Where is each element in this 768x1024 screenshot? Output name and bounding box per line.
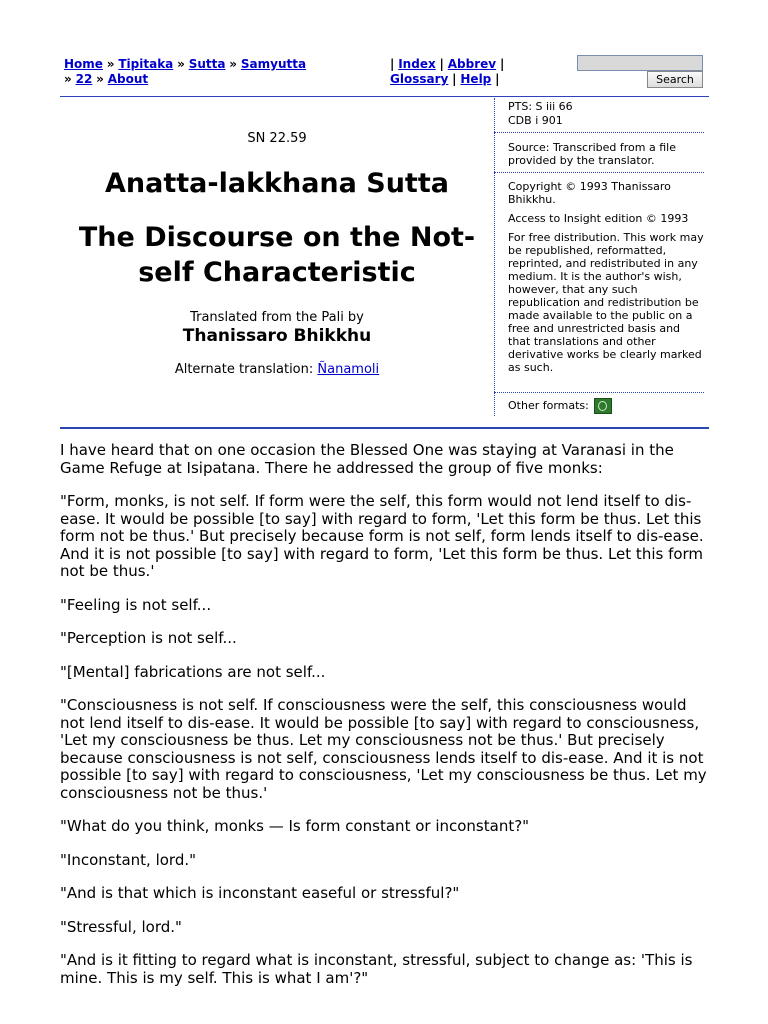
top-divider [60,96,709,97]
paragraph: "Inconstant, lord." [60,850,197,869]
sutta-text [60,442,710,1003]
alternate-translation [60,362,494,377]
search-button[interactable]: Search [647,71,703,88]
alternate-label: Alternate translation: [174,362,314,377]
sidebar-divider [494,172,704,173]
breadcrumb-separator: » [177,57,185,71]
link-separator: | [390,57,395,71]
breadcrumb-sutta[interactable]: Sutta [188,57,226,71]
breadcrumb-about[interactable]: About [107,72,149,86]
pts-reference: PTS: S iii 66 [508,100,573,113]
paragraph: "What do you think, monks — Is form constant or inconstant?" [60,817,530,835]
sidebar-divider [494,132,704,133]
breadcrumb-22[interactable]: 22 [75,72,93,86]
page-title: Anatta-lakkhana Sutta [105,168,449,199]
copyright-note: Copyright © 1993 Thanissaro Bhikkhu. [508,180,671,206]
audio-format-icon[interactable] [594,398,612,414]
translator-name: Thanissaro Bhikkhu [182,326,372,346]
column-divider [494,98,495,416]
breadcrumb-separator: » [106,57,115,71]
link-separator: | [439,57,444,71]
breadcrumb-separator: » [96,72,104,86]
help-link[interactable]: Help [460,72,492,86]
cdb-reference: CDB i 901 [508,114,563,127]
edition-note: Access to Insight edition © 1993 [508,212,689,225]
breadcrumb-separator: » [64,72,72,86]
breadcrumb-samyutta[interactable]: Samyutta [240,57,307,71]
alternate-translation-link[interactable]: Ñanamoli [317,362,380,377]
paragraph: "Stressful, lord." [60,917,182,936]
sidebar-divider [494,392,704,393]
index-link[interactable]: Index [398,57,436,71]
distribution-note: For free distribution. This work may be republished, reformatted, reprinted, and redistributed in any medium. It is the author's wish, however, that any such republication and redistribution be made available to the public on a free and unrestricted basis and that translations and other derivative works be clearly marked as such. [508,231,704,374]
header-divider [60,427,709,429]
breadcrumb-tipitaka[interactable]: Tipitaka [118,57,174,71]
paragraph: I have heard that on one occasion the Blessed One was staying at Varanasi in the Game Refuge at Isipatana. There he addressed the group of five monks: [60,441,674,477]
search-input[interactable] [577,55,703,71]
paragraph: "Form, monks, is not self. If form were the self, this form would not lend itself to dis-ease. It would be possible [to say] with regard to form, 'Let this form be thus. Let this form not be thus.' But precisely because form is not self, form lends itself to dis-ease. And it is not possible [to say] with regard to form, 'Let this form be thus. Let this form not be thus.' [60,492,704,580]
abbrev-link[interactable]: Abbrev [447,57,497,71]
source-note: Source: Transcribed from a file provided by the translator. [508,141,676,167]
link-separator: | [495,72,500,86]
paragraph: "And is it fitting to regard what is inconstant, stressful, subject to change as: 'This is mine. This is my self. This is what I am'?" [60,951,693,987]
link-separator: | [452,72,457,86]
translated-label: Translated from the Pali by [190,310,364,325]
other-formats-label: Other formats: [508,399,589,412]
paragraph: "Consciousness is not self. If consciousness were the self, this consciousness would not lend itself to dis-ease. It would be possible [to say] with regard to consciousness, 'Let my consciousness be thus. Let my consciousness not be thus.' But precisely because consciousness is not self, consciousness lends itself to dis-ease. And it is not possible [to say] with regard to consciousness, 'Let my consciousness be thus. Let my consciousness not be thus.' [60,696,707,802]
breadcrumb-separator: » [229,57,238,71]
paragraph: "[Mental] fabrications are not self... [60,662,326,681]
site-links [390,57,550,87]
breadcrumb-home[interactable]: Home [64,57,103,71]
paragraph: "And is that which is inconstant easeful or stressful?" [60,884,460,902]
paragraph: "Perception is not self... [60,629,237,647]
sutta-reference: SN 22.59 [247,131,307,146]
top-navigation [64,57,708,93]
glossary-link[interactable]: Glossary [390,72,449,86]
link-separator: | [499,57,505,71]
page-subtitle: The Discourse on the Not-self Characteristic [78,222,476,288]
other-formats [508,398,704,414]
paragraph: "Feeling is not self... [60,595,212,614]
breadcrumb [64,57,364,87]
